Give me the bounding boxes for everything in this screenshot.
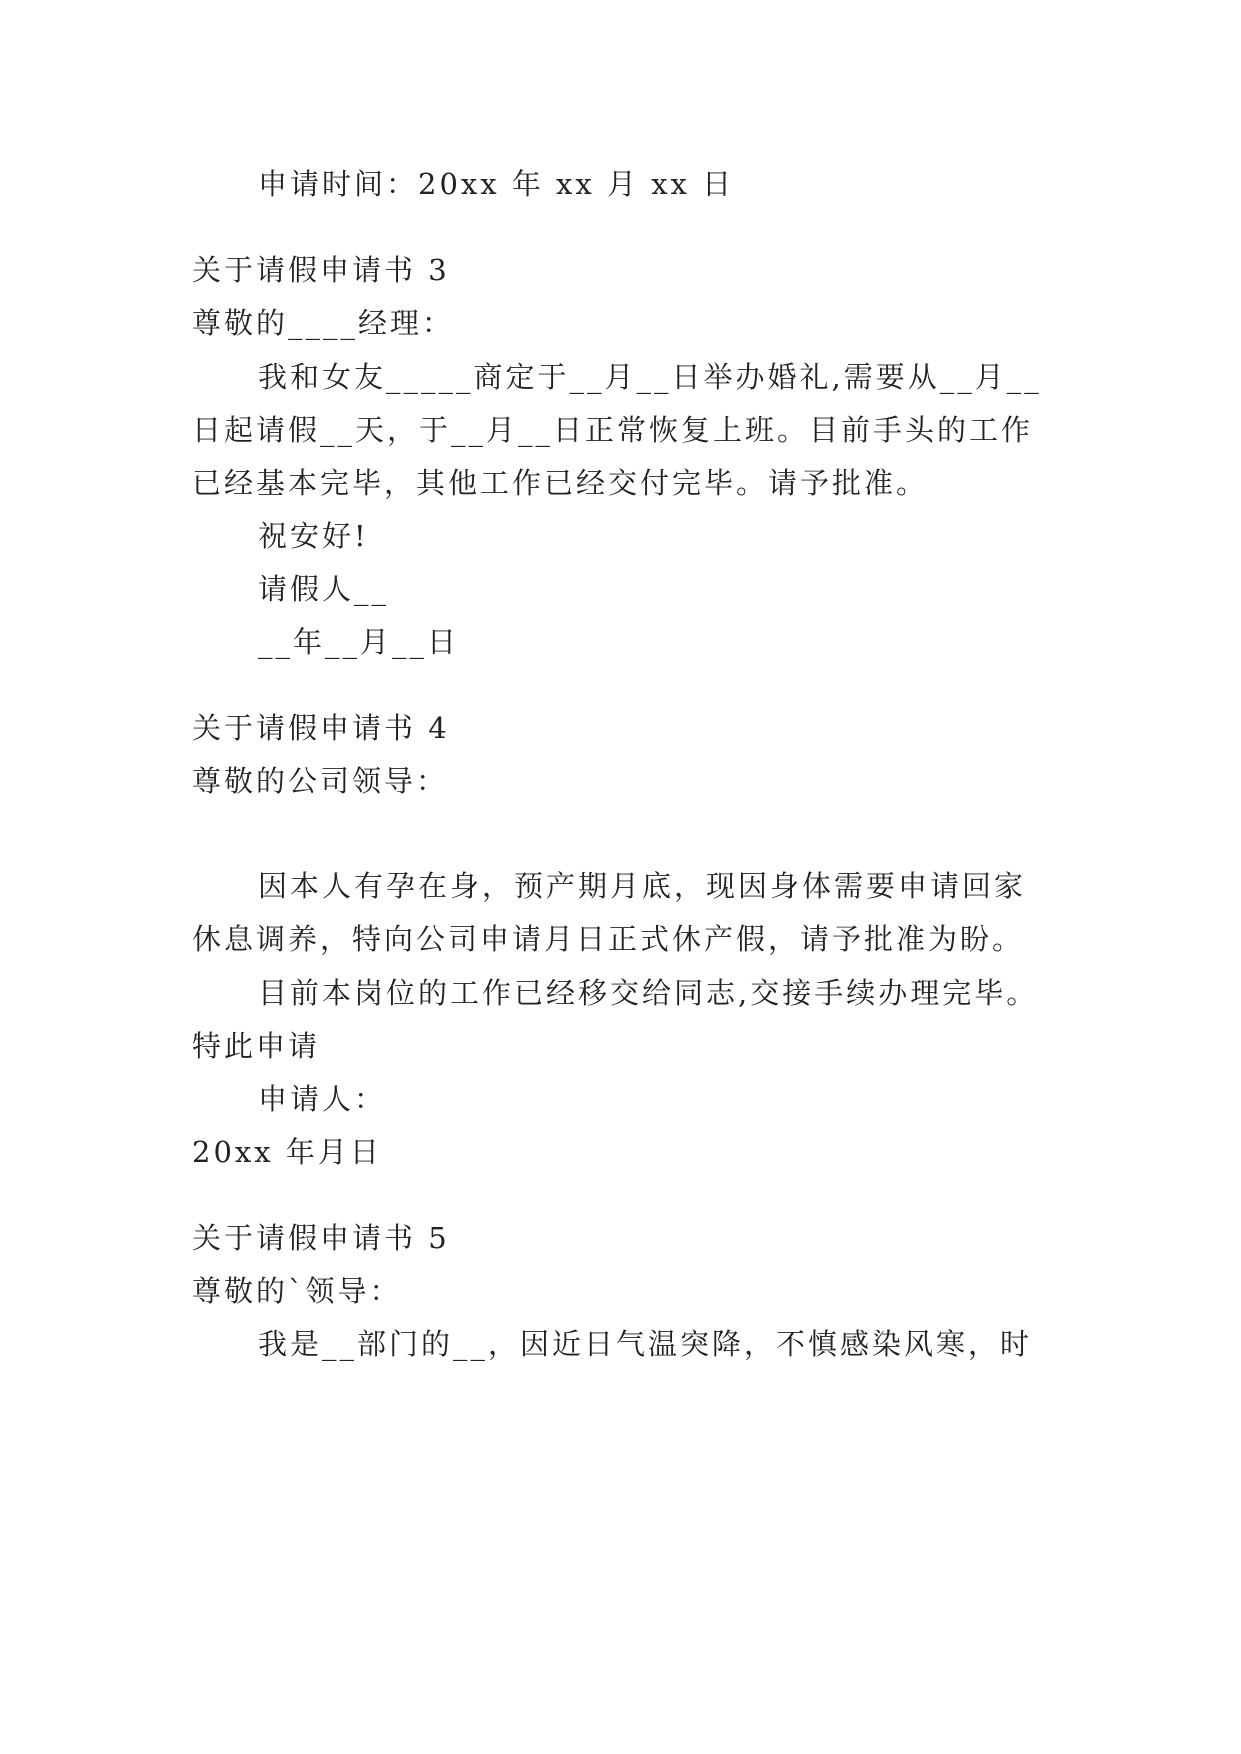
section-4-closing: 特此申请	[192, 1029, 321, 1063]
section-5-body-line: 我是__部门的__，因近日气温突降，不慎感染风寒，时	[258, 1327, 1033, 1361]
section-4-body-line: 因本人有孕在身，预产期月底，现因身体需要申请回家	[258, 869, 1027, 903]
section-4-body-line: 休息调养，特向公司申请月日正式休产假，请予批准为盼。	[192, 922, 1025, 956]
section-4-date: 20xx 年月日	[192, 1135, 382, 1169]
section-3-heading: 关于请假申请书 3	[192, 253, 450, 287]
section-3-body-line: 已经基本完毕，其他工作已经交付完毕。请予批准。	[192, 466, 929, 500]
section-4-body-line: 目前本岗位的工作已经移交给同志,交接手续办理完毕。	[258, 976, 1039, 1010]
section-4-salutation: 尊敬的公司领导：	[192, 764, 449, 798]
section-3-body-line: 日起请假__天，于__月__日正常恢复上班。目前手头的工作	[192, 413, 1034, 447]
section-3-date: __年__月__日	[258, 625, 460, 659]
section-4-heading: 关于请假申请书 4	[192, 711, 450, 745]
section-3-salutation: 尊敬的____经理：	[192, 306, 455, 340]
section-3-closing: 祝安好!	[258, 519, 369, 553]
section-3-signature: 请假人__	[258, 572, 390, 606]
section-5-salutation: 尊敬的`领导：	[192, 1274, 402, 1308]
section-3-body-line: 我和女友_____商定于__月__日举办婚礼,需要从__月__	[258, 360, 1042, 394]
section-4-signature: 申请人：	[258, 1082, 387, 1116]
application-date-line: 申请时间：20xx 年 xx 月 xx 日	[258, 167, 735, 201]
section-5-heading: 关于请假申请书 5	[192, 1221, 450, 1255]
